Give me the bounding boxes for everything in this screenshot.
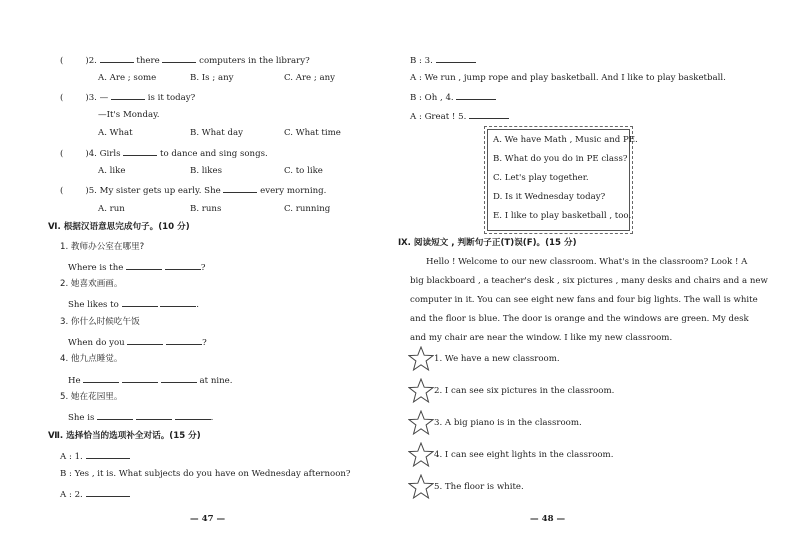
answer-blank[interactable]: [166, 336, 202, 345]
option-b: B. Is ; any: [190, 73, 234, 83]
answer-blank[interactable]: [136, 411, 172, 420]
answer-blank[interactable]: [123, 147, 157, 156]
answer-blank[interactable]: [122, 374, 158, 383]
en-answer-line-3: When do you ?: [68, 338, 207, 348]
answer-blank[interactable]: [83, 374, 119, 383]
dialogue-line-b: B : Yes , it is. What subjects do you have on Wednesday afternoon?: [60, 469, 351, 479]
mc-question-2: ( )2. there computers in the library?: [60, 56, 310, 66]
answer-blank[interactable]: [161, 374, 197, 383]
option-c: C. Are ; any: [284, 73, 336, 83]
answer-blank[interactable]: [436, 54, 476, 63]
answer-star-icon[interactable]: [408, 378, 434, 404]
answer-blank[interactable]: [175, 411, 211, 420]
answer-blank[interactable]: [160, 298, 196, 307]
mc-question-4: ( )4. Girls to dance and sing songs.: [60, 149, 268, 159]
option-b: B. likes: [190, 166, 222, 176]
passage-line-4: and the floor is blue. The door is orange and the windows are green. My desk: [410, 314, 749, 324]
box-option-b: B. What do you do in PE class?: [493, 154, 628, 164]
answer-blank[interactable]: [162, 54, 196, 63]
answer-blank[interactable]: [122, 298, 158, 307]
answer-blank[interactable]: [223, 184, 257, 193]
cn-prompt-4: 4. 他九点睡觉。: [60, 354, 123, 364]
option-a: A. Are ; some: [98, 73, 157, 83]
en-answer-line-2: She likes to .: [68, 300, 200, 310]
answer-blank[interactable]: [469, 110, 509, 119]
passage-line-2: big blackboard , a teacher's desk , six pictures , many desks and chairs and a new: [410, 276, 768, 286]
option-c: C. running: [284, 204, 331, 214]
answer-blank[interactable]: [86, 450, 130, 459]
answer-blank[interactable]: [86, 488, 130, 497]
cn-prompt-1: 1. 教师办公室在哪里?: [60, 242, 145, 252]
dialogue-line-a2: A : 2.: [60, 488, 130, 501]
answer-blank[interactable]: [97, 411, 133, 420]
statement-text: 1. We have a new classroom.: [434, 354, 560, 364]
statement-text: 2. I can see six pictures in the classroom.: [434, 386, 615, 396]
en-answer-line-1: Where is the ?: [68, 263, 206, 273]
answer-star-icon[interactable]: [408, 442, 434, 468]
statement-text: 3. A big piano is in the classroom.: [434, 418, 582, 428]
en-answer-line-5: She is .: [68, 413, 214, 423]
dialogue-reply: —It's Monday.: [98, 110, 160, 120]
passage-line-3: computer in it. You can see eight new fans and four big lights. The wall is white: [410, 295, 758, 305]
page-number-right: — 48 —: [530, 514, 566, 524]
cn-prompt-5: 5. 她在花园里。: [60, 392, 123, 402]
option-a: A. like: [98, 166, 126, 176]
option-a: A. run: [98, 204, 125, 214]
box-option-e: E. I like to play basketball , too.: [493, 211, 632, 221]
option-b: B. What day: [190, 128, 243, 138]
options-box: [487, 129, 638, 231]
answer-star-icon[interactable]: [408, 410, 434, 436]
page-number-left: — 47 —: [190, 514, 226, 524]
section-9-title: Ⅸ. 阅读短文 , 判断句子正(T)误(F)。(15 分): [398, 238, 577, 248]
dialogue-line-b4: B : Oh , 4.: [410, 91, 496, 104]
box-option-a: A. We have Math , Music and PE.: [493, 135, 638, 145]
answer-blank[interactable]: [127, 336, 163, 345]
answer-blank[interactable]: [165, 261, 201, 270]
dialogue-line-a1: A : 1.: [60, 450, 130, 463]
box-option-c: C. Let's play together.: [493, 173, 589, 183]
statement-text: 4. I can see eight lights in the classroom.: [434, 450, 614, 460]
answer-star-icon[interactable]: [408, 474, 434, 500]
answer-paren-open: (: [60, 56, 64, 66]
answer-blank[interactable]: [111, 91, 145, 100]
cn-prompt-2: 2. 她喜欢画画。: [60, 279, 123, 289]
passage-line-5: and my chair are near the window. I like my new classroom.: [410, 333, 673, 343]
option-a: A. What: [98, 128, 133, 138]
answer-star-icon[interactable]: [408, 346, 434, 372]
option-b: B. runs: [190, 204, 222, 214]
en-answer-line-4: He at nine.: [68, 376, 233, 386]
statement-text: 5. The floor is white.: [434, 482, 524, 492]
option-c: C. What time: [284, 128, 341, 138]
answer-paren-close: ): [85, 56, 89, 66]
section-6-title: Ⅵ. 根据汉语意思完成句子。(10 分): [48, 222, 190, 232]
dialogue-line-a5: A : Great ! 5.: [410, 110, 509, 123]
mc-question-5: ( )5. My sister gets up early. She every morning.: [60, 186, 327, 196]
answer-blank[interactable]: [456, 91, 496, 100]
passage-line-1: Hello ! Welcome to our new classroom. What's in the classroom? Look ! A: [426, 257, 748, 267]
dialogue-line-b3: B : 3.: [410, 54, 476, 67]
answer-blank[interactable]: [100, 54, 134, 63]
mc-question-3: ( )3. — is it today?: [60, 93, 196, 103]
cn-prompt-3: 3. 你什么时候吃午饭: [60, 317, 140, 327]
answer-blank[interactable]: [126, 261, 162, 270]
option-c: C. to like: [284, 166, 323, 176]
dialogue-line-a-jump: A : We run , jump rope and play basketball. And I like to play basketball.: [410, 73, 726, 83]
box-option-d: D. Is it Wednesday today?: [493, 192, 606, 202]
section-7-title: Ⅶ. 选择恰当的选项补全对话。(15 分): [48, 431, 201, 441]
